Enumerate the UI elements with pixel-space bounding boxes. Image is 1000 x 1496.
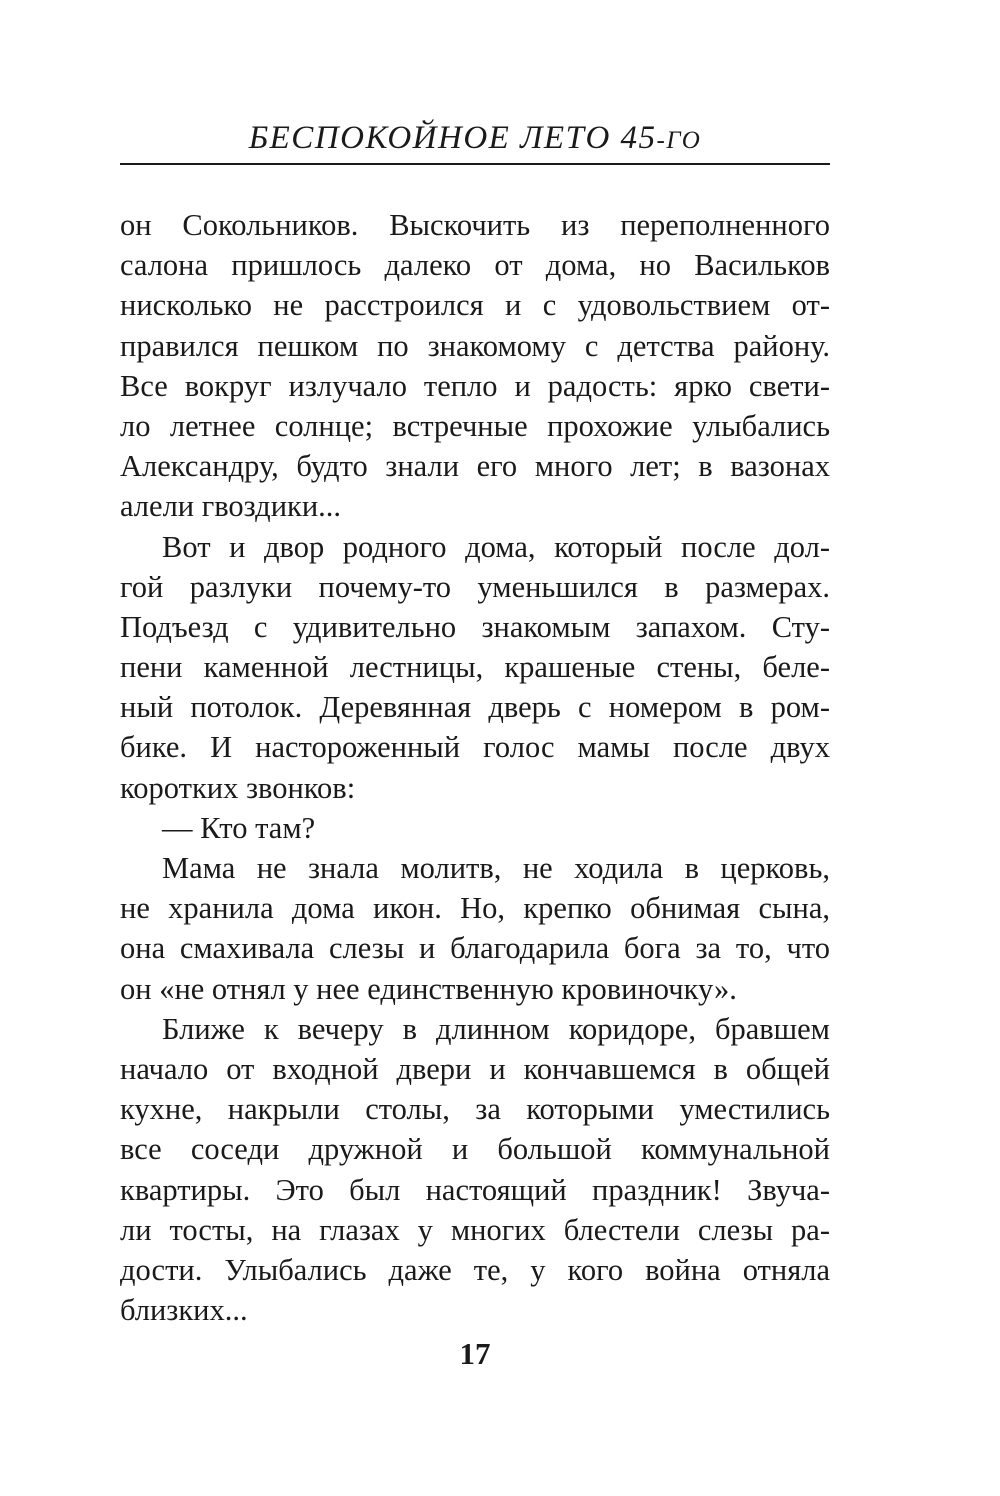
body-text: [120, 205, 830, 1330]
page-number: 17: [459, 1336, 491, 1371]
text-line: Александру, будто знали его много лет; в вазонах: [120, 449, 830, 484]
text-line: ли тосты, на глазах у многих блестели слезы ра-: [120, 1212, 830, 1247]
running-header: [120, 118, 830, 161]
text-line: гой разлуки почему-то уменьшился в размерах.: [120, 569, 830, 604]
header-rule: [120, 163, 830, 165]
text-line: все соседи дружной и большой коммунальной: [120, 1132, 830, 1167]
text-line: ло летнее солнце; встречные прохожие улыбались: [120, 408, 830, 443]
text-line: правился пешком по знакомому с детства району.: [120, 328, 830, 363]
text-line: салона пришлось далеко от дома, но Васильков: [120, 248, 830, 283]
text-line: — Кто там?: [162, 810, 316, 845]
text-line: нисколько не расстроился и с удовольствием от-: [120, 288, 830, 323]
text-line: квартиры. Это был настоящий праздник! Звуча-: [120, 1172, 830, 1207]
text-line: она смахивала слезы и благодарила бога за то, что: [120, 931, 830, 966]
text-line: Мама не знала молитв, не ходила в церковь,: [162, 851, 830, 885]
text-line: Все вокруг излучало тепло и радость: ярко свети-: [120, 368, 830, 403]
text-line: коротких звонков:: [120, 770, 356, 805]
text-line: не хранила дома икон. Но, крепко обнимая сына,: [120, 891, 830, 926]
text-line: он Сокольников. Выскочить из переполненного: [120, 208, 830, 242]
text-line: начало от входной двери и кончавшемся в общей: [120, 1051, 830, 1086]
text-line: Подъезд с удивительно знакомым запахом. Сту-: [120, 609, 830, 644]
text-line: пени каменной лестницы, крашеные стены, беле-: [120, 650, 830, 685]
running-header-title: БЕСПОКОЙНОЕ ЛЕТО 45: [248, 120, 657, 156]
text-line: дости. Улыбались даже те, у кого война отняла: [120, 1252, 830, 1287]
text-line: кухне, накрыли столы, за которыми уместились: [120, 1092, 830, 1127]
text-line: бике. И настороженный голос мамы после двух: [120, 730, 830, 765]
text-line: ный потолок. Деревянная дверь с номером в ром-: [120, 690, 830, 725]
text-line: алели гвоздики...: [120, 489, 342, 524]
running-header-suffix: -ГО: [656, 127, 702, 154]
text-line: он «не отнял у нее единственную кровиночку».: [120, 971, 737, 1006]
text-line: Вот и двор родного дома, который после дол-: [162, 529, 830, 564]
text-line: близких...: [120, 1293, 248, 1328]
text-line: Ближе к вечеру в длинном коридоре, бравшем: [162, 1011, 830, 1046]
